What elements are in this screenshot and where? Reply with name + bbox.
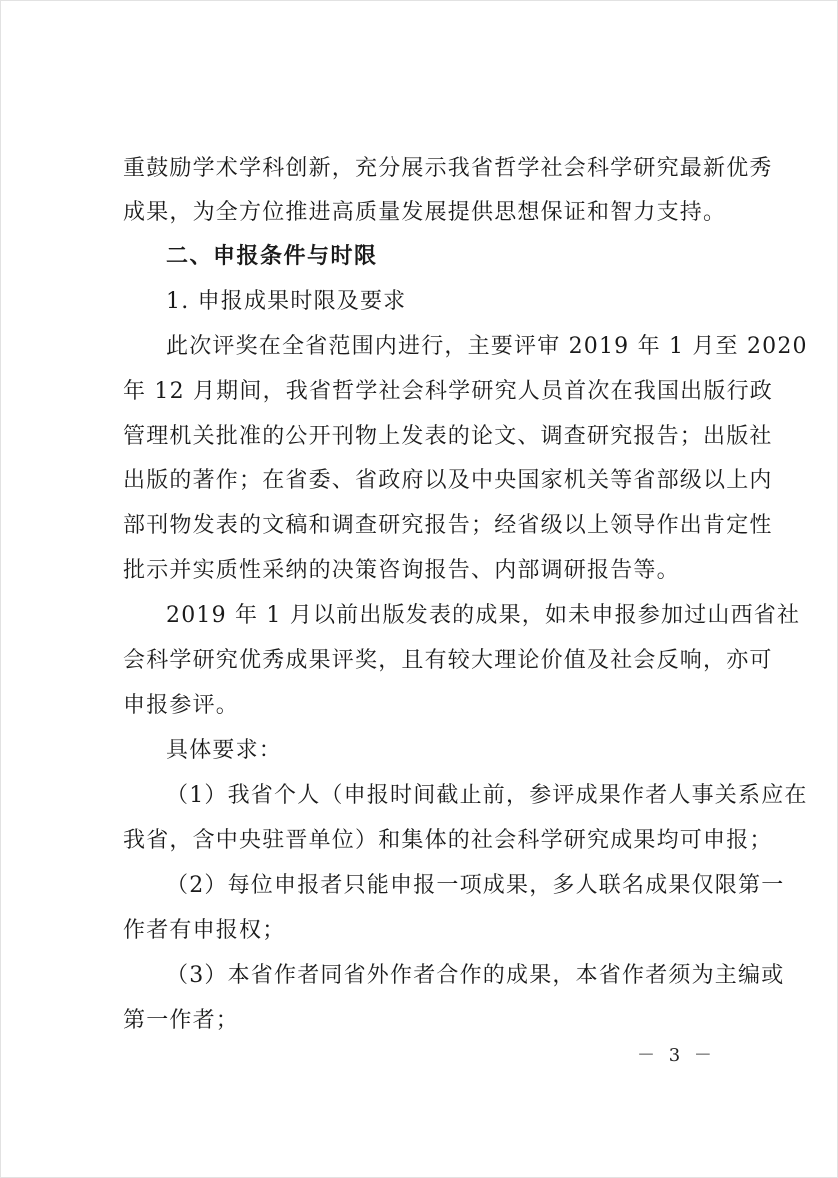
body-text-line: 会科学研究优秀成果评奖，且有较大理论价值及社会反响，亦可 bbox=[123, 648, 773, 673]
body-text-line: 申报参评。 bbox=[123, 693, 240, 718]
list-item-text: 我省，含中央驻晋单位）和集体的社会科学研究成果均可申报； bbox=[123, 828, 773, 853]
list-item-text: （2）每位申报者只能申报一项成果，多人联名成果仅限第一 bbox=[166, 873, 785, 898]
list-item-text: 作者有申报权； bbox=[123, 918, 286, 943]
body-text-line: 出版的著作；在省委、省政府以及中央国家机关等省部级以上内 bbox=[123, 468, 773, 493]
list-item-text: （1）我省个人（申报时间截止前，参评成果作者人事关系应在 bbox=[166, 783, 808, 808]
body-text-line: 重鼓励学术学科创新，充分展示我省哲学社会科学研究最新优秀 bbox=[123, 156, 773, 181]
list-item-text: （3）本省作者同省外作者合作的成果，本省作者须为主编或 bbox=[166, 963, 785, 988]
list-item-text: 第一作者； bbox=[123, 1008, 240, 1033]
section-heading: 二、申报条件与时限 bbox=[166, 244, 378, 269]
body-text-line: 具体要求： bbox=[166, 738, 283, 763]
body-text-line: 年 12 月期间，我省哲学社会科学研究人员首次在我国出版行政 bbox=[123, 379, 773, 404]
body-text-line: 部刊物发表的文稿和调查研究报告；经省级以上领导作出肯定性 bbox=[123, 513, 773, 538]
body-text-line: 成果，为全方位推进高质量发展提供思想保证和智力支持。 bbox=[123, 200, 727, 225]
page-number: － 3 － bbox=[637, 1045, 716, 1066]
subsection-heading: 1. 申报成果时限及要求 bbox=[166, 289, 407, 314]
body-text-line: 批示并实质性采纳的决策咨询报告、内部调研报告等。 bbox=[123, 558, 680, 583]
body-text-line: 2019 年 1 月以前出版发表的成果，如未申报参加过山西省社 bbox=[166, 603, 801, 628]
body-text-line: 此次评奖在全省范围内进行，主要评审 2019 年 1 月至 2020 bbox=[166, 334, 808, 359]
body-text-line: 管理机关批准的公开刊物上发表的论文、调查研究报告；出版社 bbox=[123, 424, 773, 449]
